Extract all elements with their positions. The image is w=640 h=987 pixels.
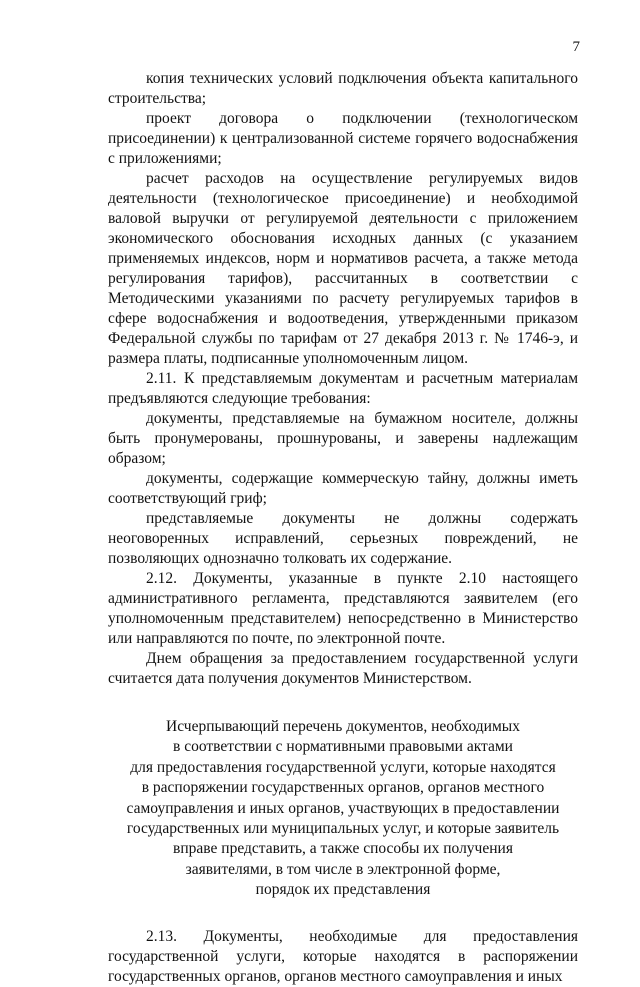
paragraph-tech-conditions: копия технических условий подключения объекта капитального строительства; — [108, 70, 578, 107]
heading-line: в распоряжении государственных органов, органов местного — [141, 779, 545, 797]
paragraph-2-13: 2.13. Документы, необходимые для предоставления государственной услуги, которые находятся в распоряжении государственных органов, органов местного самоуправления и иных — [108, 927, 578, 985]
paragraph-cost-calculation: расчет расходов на осуществление регулируемых видов деятельности (технологическое присоединение) и необходимой валовой выручки от регулируемой деятельности с приложением экономического обоснования исходных данных (с указанием применяемых индексов, норм и нормативов расчета, а также метода регулирования тарифов), рассчитанных в соответствии с Методическими указаниями по расчету регулируемых тарифов в сфере водоснабжения и водоотведения, утвержденными приказом Федеральной службы по тарифам от 27 декабря 2013 г. № 1746-э, и размера платы, подписанные уполномоченным лицом. — [108, 170, 578, 367]
heading-line: для предоставления государственной услуги, которые находятся — [130, 758, 556, 776]
paragraph-2-11: 2.11. К представляемым документам и расчетным материалам предъявляются следующие требования: — [108, 370, 578, 407]
heading-line: порядок их представления — [255, 881, 431, 899]
paragraph-contract-draft: проект договора о подключении (технологическом присоединении) к централизованной системе горячего водоснабжения с приложениями; — [108, 110, 578, 167]
heading-line: Исчерпывающий перечень документов, необходимых — [166, 718, 520, 735]
paragraph-2-12: 2.12. Документы, указанные в пункте 2.10 настоящего административного регламента, представляются заявителем (его уполномоченным представителем) непосредственно в Министерство или направляются по почте, по электронной почте. — [108, 570, 578, 647]
heading-line: самоуправления и иных органов, участвующих в предоставлении — [126, 799, 560, 817]
heading-line: государственных или муниципальных услуг, и которые заявитель — [126, 820, 560, 838]
paragraph-application-date: Днем обращения за предоставлением государственной услуги считается дата получения документов Министерством. — [108, 650, 578, 687]
heading-line: заявителями, в том числе в электронной форме, — [185, 860, 501, 878]
section-heading — [108, 717, 578, 901]
heading-line: вправе представить, а также способы их получения — [173, 840, 513, 858]
paragraph-commercial-secret: документы, содержащие коммерческую тайну, должны иметь соответствующий гриф; — [108, 470, 578, 507]
heading-line: в соответствии с нормативными правовыми актами — [173, 738, 513, 756]
page-number: 7 — [572, 39, 580, 55]
paragraph-no-corrections: представляемые документы не должны содержать неоговоренных исправлений, серьезных повреждений, не позволяющих однозначно толковать их содержание. — [108, 510, 578, 567]
paragraph-paper-documents: документы, представляемые на бумажном носителе, должны быть пронумерованы, прошнурованы, и заверены надлежащим образом; — [108, 410, 578, 467]
document-body — [108, 69, 578, 987]
